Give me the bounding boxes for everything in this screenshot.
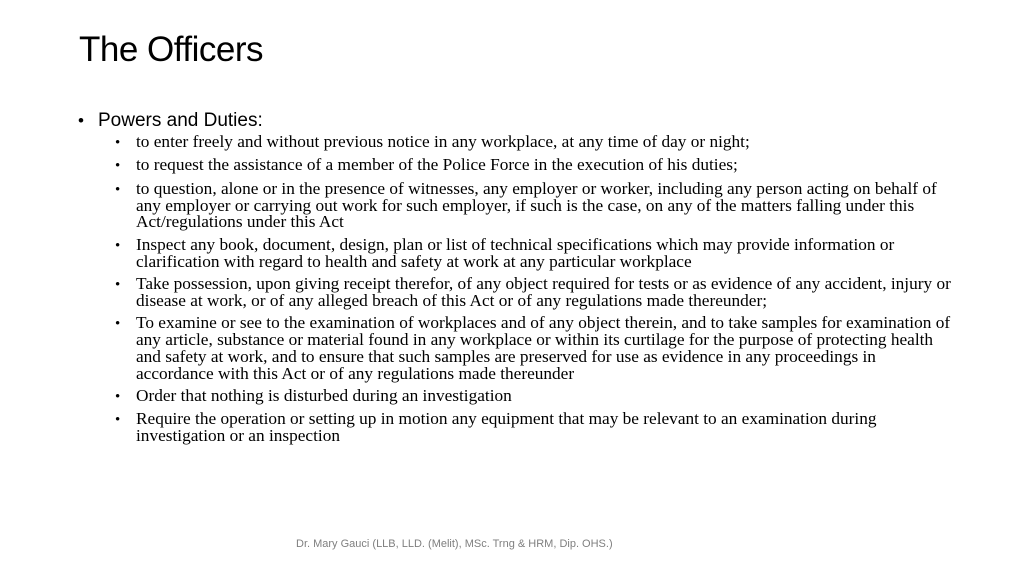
slide-footer: Dr. Mary Gauci (LLB, LLD. (Melit), MSc. Trng & HRM, Dip. OHS.)	[296, 538, 613, 550]
bullet-icon: •	[115, 135, 121, 151]
list-item-text: Inspect any book, document, design, plan or list of technical specifications which may provide information or clarification with regard to health and safety at work at any particular workplace	[136, 234, 895, 271]
list-item-text: Order that nothing is disturbed during an investigation	[136, 385, 512, 405]
bullet-icon: •	[115, 276, 121, 293]
list-item	[115, 234, 953, 271]
list-item	[115, 134, 953, 152]
bullet-icon: •	[115, 388, 121, 405]
list-item	[115, 315, 953, 382]
list-item-text: Take possession, upon giving receipt therefor, of any object required for tests or as evidence of any accident, injury or disease at work, or of any alleged breach of this Act or of any regulations made thereunder;	[136, 273, 951, 310]
list-item-text: to request the assistance of a member of the Police Force in the execution of his duties;	[136, 155, 738, 175]
list-item-text: to enter freely and without previous notice in any workplace, at any time of day or night;	[136, 132, 750, 151]
list-item-text: To examine or see to the examination of workplaces and of any object therein, and to take samples for examination of any article, substance or material found in any workplace or within its curtilage for the purpose of protecting health and safety at work, and to ensure that such samples are preserved for use as evidence in any proceedings in accordance with this Act or of any regulations made thereunder	[136, 313, 951, 383]
bullet-icon: •	[115, 412, 121, 429]
bullet-icon: •	[115, 181, 121, 198]
section-heading: Powers and Duties:	[98, 110, 263, 131]
list-item-text: Require the operation or setting up in motion any equipment that may be relevant to an examination during investigation or an inspection	[136, 409, 877, 446]
list-item	[115, 411, 953, 445]
list-item	[115, 273, 953, 310]
list-item	[115, 178, 953, 232]
bullet-icon: •	[115, 316, 121, 333]
duties-list	[115, 134, 953, 445]
bullet-icon: •	[115, 237, 121, 254]
bullet-icon: •	[115, 158, 121, 175]
slide-title: The Officers	[79, 30, 263, 69]
list-item-text: to question, alone or in the presence of witnesses, any employer or worker, including any person acting on behalf of any employer or carrying out work for such employer, if such is the case, on any of the matters falling under this Act/regulations under this Act	[136, 178, 937, 232]
bullet-icon: •	[78, 111, 84, 130]
list-item	[115, 385, 953, 406]
list-item	[115, 157, 953, 175]
slide-content	[78, 110, 958, 451]
section-heading-row	[78, 110, 958, 132]
